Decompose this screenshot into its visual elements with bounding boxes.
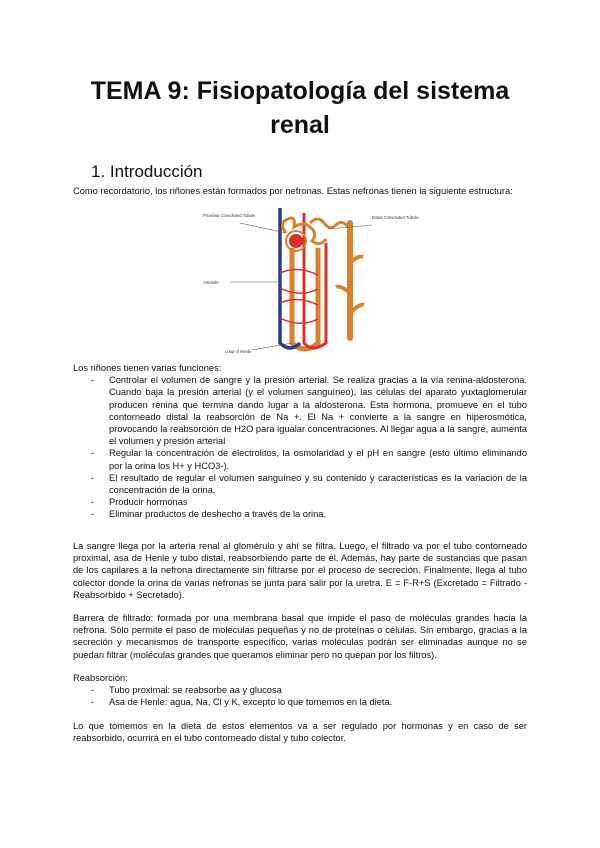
list-item: - El resultado de regular el volumen sanguíneo y su contenido y características es la variación de la concentración de la orina. (91, 472, 527, 496)
list-item: - Controlar el volumen de sangre y la presión arterial. Se realiza gracias a la vía renina-aldosterona. Cuando baja la presión arterial (y el volumen sanguíneo), las células del aparato yuxtaglomerular producen renina que termina dando lugar a la aldosterona. Esta hormona, promueve en el tubo contorneado distal la reabsorción de Na +. El Na + convierte a la sangre en hiperosmótica, provocando la reabsorción de H2O para igualar concentraciones. Al llegar agua a la sangre, aumenta el volumen y presión arterial (91, 375, 527, 447)
label-arteriole: Arteriole (203, 280, 219, 285)
paragraph-filter-barrier: Barrera de filtrado: formada por una membrana basal que impide el paso de moléculas grandes hacia la nefrona. Sólo permite el paso de moléculas pequeñas y no de proteínas o células. Sin embargo, gracias a la secreción y mecanismos de transporte específico, varias moléculas podrán ser eliminadas aunque no se puedan filtrar (moléculas grandes que queramos eliminar pero no quepan por los filtros). (73, 613, 527, 660)
label-proximal-tubule: Proximal Convoluted Tubule (203, 213, 256, 218)
list-item: - Eliminar productos de deshecho a través de la orina. (91, 509, 327, 520)
list-marker: - (91, 685, 95, 696)
reabsorption-list (73, 684, 527, 708)
functions-section (73, 362, 527, 521)
intro-paragraph: Como recordatorio, los riñones están formados por nefronas. Estas nefronas tienen la siguiente estructura: (73, 186, 513, 196)
list-item: - Producir hormonas (91, 497, 188, 508)
label-distal-tubule: Distal Convoluted Tubule (372, 215, 419, 220)
list-item: - Regular la concentración de electrolitos, la osmolaridad y el pH en sangre (esto último eliminando por la orina los H+ y HCO3-). (91, 448, 527, 471)
list-marker: - (91, 375, 95, 386)
paragraph-filtration: La sangre llega por la arteria renal al glomérulo y ahí se filtra. Luego, el filtrado va por el tubo contorneado proximal, asa de Henle y tubo distal, reabsorbiendo parte de él. Además, hay parte de sustancias que pasan de los capilares a la nefrona directamente sin filtrarse por el proceso de secreción. Finalmente, llega al tubo colector donde la orina de varias nefronas se junta para salir por la uretra. E = F-R+S (Excretado = Filtrado - Reabsorbido + Secretado). (73, 541, 527, 600)
list-marker: - (91, 509, 95, 520)
nephron-illustration (200, 203, 419, 356)
list-marker: - (91, 697, 95, 708)
list-item: - Asa de Henle: agua, Na, Cl y K, excepto lo que tomemos en la dieta. (91, 697, 393, 708)
reabsorption-section (73, 672, 527, 709)
section-heading: 1. Introducción (91, 162, 203, 181)
list-marker: - (91, 448, 95, 459)
reabsorption-heading: Reabsorción: (73, 673, 128, 683)
functions-heading: Los riñones tienen varias funciones: (73, 363, 222, 373)
list-marker: - (91, 497, 95, 508)
paragraph-diet-regulation: Lo que tomemos en la dieta de estos elementos va a ser regulado por hormonas y en caso de ser reabsorbido, ocurrirá en el tubo contorneado distal y tubo colector. (73, 721, 527, 744)
nephron-diagram (200, 203, 419, 356)
label-loop-of-henle: Loop of Henle (225, 349, 252, 354)
list-item: - Tubo proximal: se reabsorbe aa y glucosa (91, 685, 282, 696)
page-title: TEMA 9: Fisiopatología del sistema renal (90, 77, 510, 139)
functions-list (73, 374, 527, 520)
list-marker: - (91, 472, 95, 483)
